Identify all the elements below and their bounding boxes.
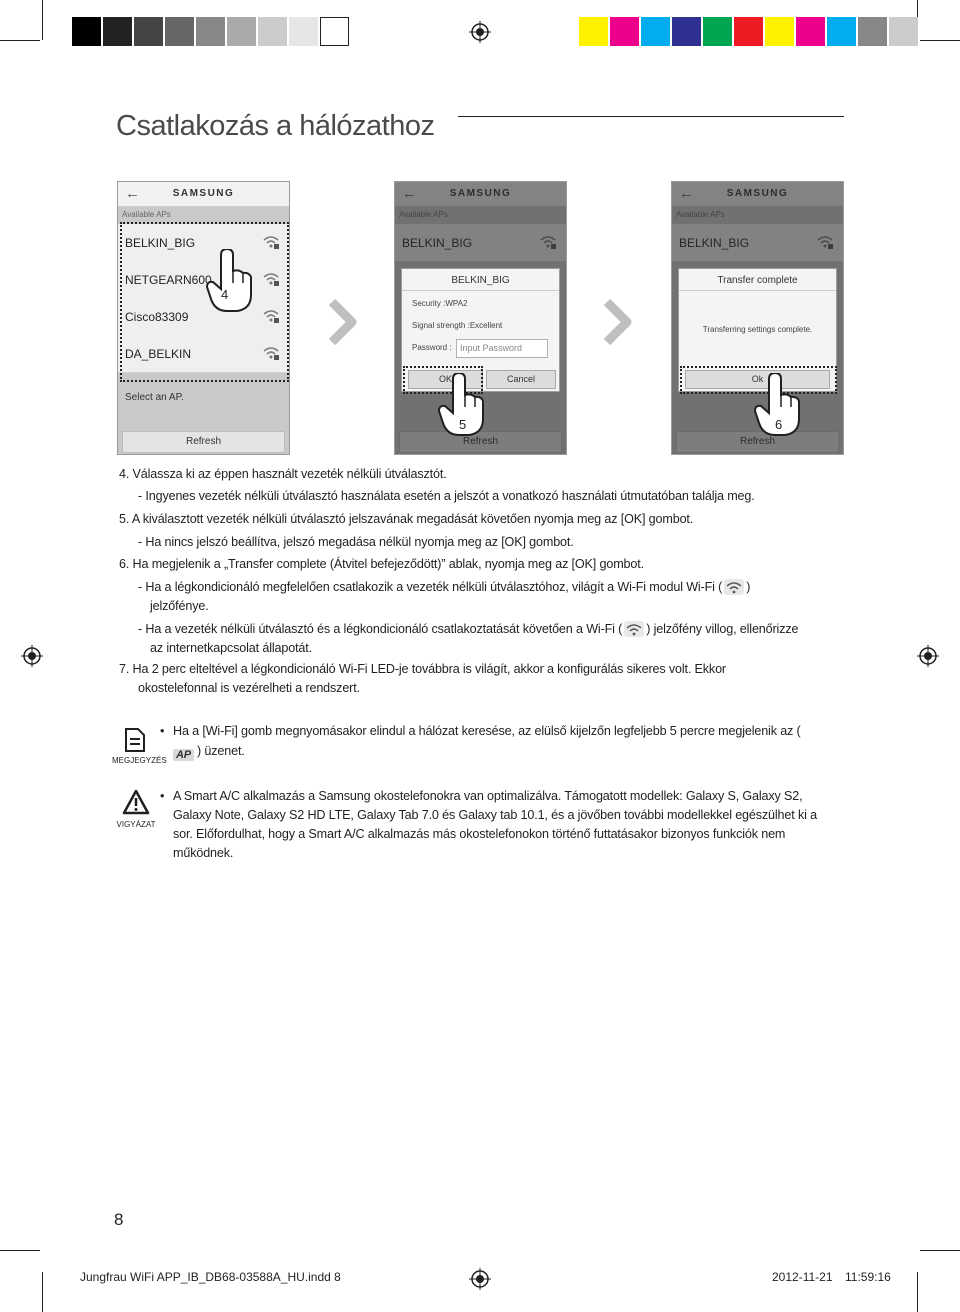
instruction-note bbox=[138, 579, 750, 595]
ap-name: BELKIN_BIG bbox=[125, 236, 196, 250]
caution-text: A Smart A/C alkalmazás a Samsung okostelefonokra van optimalizálva. Támogatott modellek: Galaxy S, Galaxy S2, bbox=[173, 789, 803, 803]
bullet: • bbox=[160, 789, 165, 803]
dialog-title: Transfer complete bbox=[717, 275, 798, 286]
hand-pointer-icon bbox=[205, 249, 255, 315]
page-number: 8 bbox=[114, 1210, 124, 1229]
color-swatch bbox=[703, 17, 732, 46]
note-label: MEGJEGYZÉS bbox=[112, 756, 167, 765]
color-swatch bbox=[889, 17, 918, 46]
available-aps-label: Available APs bbox=[122, 210, 171, 219]
instruction-note bbox=[138, 621, 798, 637]
color-swatch bbox=[796, 17, 825, 46]
ok-button[interactable]: Ok bbox=[685, 370, 830, 389]
color-swatch bbox=[579, 17, 608, 46]
color-swatch bbox=[103, 17, 132, 46]
crop-mark bbox=[42, 0, 43, 40]
instruction-text: - Ha a légkondicionáló megfelelően csatlakozik a vezeték nélküli útválasztóhoz, világít a Wi-Fi modul Wi-Fi ( bbox=[138, 580, 723, 594]
color-swatch bbox=[258, 17, 287, 46]
instruction-step-7-cont: okostelefonnal is vezérelheti a rendszert. bbox=[138, 681, 360, 695]
instruction-step-5: 5. A kiválasztott vezeték nélküli útválasztó jelszavának megadását követően nyomja meg az [OK] gombot. bbox=[119, 512, 694, 526]
transfer-message: Transferring settings complete. bbox=[702, 325, 813, 334]
dialog-title: BELKIN_BIG bbox=[451, 275, 510, 286]
chevron-right-icon bbox=[328, 298, 358, 346]
instruction-step-6: 6. Ha megjelenik a „Transfer complete (Átvitel befejeződött)” ablak, nyomja meg az [OK] gombot. bbox=[119, 557, 644, 571]
step-number: 4 bbox=[221, 287, 229, 302]
footer-time: 11:59:16 bbox=[845, 1270, 891, 1284]
select-ap-text: Select an AP. bbox=[125, 392, 184, 403]
instruction-note-cont: az internetkapcsolat állapotát. bbox=[150, 641, 312, 655]
caution-text: Galaxy Note, Galaxy S2 HD LTE, Galaxy Tab 7.0 és Galaxy tab 10.1, és a jövőben további modellekkel egészülhet ki a bbox=[173, 808, 817, 822]
note-text: Ha a [Wi-Fi] gomb megnyomásakor elindul a hálózat keresése, az elülső kijelzőn legfeljebb 5 percre megjelenik az ( bbox=[173, 724, 801, 738]
color-swatch bbox=[827, 17, 856, 46]
instruction-step-7: 7. Ha 2 perc elteltével a légkondicionáló Wi-Fi LED-je továbbra is világít, akkor a konfigurálás sikeres volt. Ekkor bbox=[119, 662, 726, 676]
cancel-button[interactable]: Cancel bbox=[486, 370, 556, 389]
step-number: 6 bbox=[775, 417, 783, 432]
footer-date: 2012-11-21 bbox=[772, 1270, 833, 1284]
dialog-divider bbox=[402, 290, 559, 291]
color-swatch bbox=[227, 17, 256, 46]
color-swatch bbox=[196, 17, 225, 46]
ap-name: NETGEARN600 bbox=[125, 273, 212, 287]
wifi-led-icon bbox=[724, 579, 744, 595]
warning-icon bbox=[122, 789, 150, 815]
ap-display-icon: AP bbox=[173, 749, 194, 761]
title-rule bbox=[458, 116, 844, 117]
instruction-text: - Ha a vezeték nélküli útválasztó és a légkondicionáló csatlakoztatását követően a Wi-Fi ( bbox=[138, 622, 623, 636]
app-header bbox=[118, 182, 289, 207]
crop-mark bbox=[920, 1250, 960, 1251]
signal-strength-text: Signal strength :Excellent bbox=[412, 321, 503, 330]
color-swatch bbox=[734, 17, 763, 46]
footer-filename: Jungfrau WiFi APP_IB_DB68-03588A_HU.indd 8 bbox=[80, 1270, 341, 1284]
registration-mark-icon bbox=[917, 645, 939, 667]
ap-name: DA_BELKIN bbox=[125, 347, 192, 361]
color-swatch bbox=[134, 17, 163, 46]
crop-mark bbox=[0, 1250, 40, 1251]
phone-screen-ap-list bbox=[117, 181, 290, 455]
password-label: Password : bbox=[412, 343, 452, 352]
note-text-end: ) üzenet. bbox=[196, 744, 245, 758]
color-swatch bbox=[672, 17, 701, 46]
back-arrow-icon[interactable]: ← bbox=[125, 185, 140, 202]
bullet: • bbox=[160, 724, 165, 738]
color-swatch bbox=[610, 17, 639, 46]
password-input[interactable]: Input Password bbox=[456, 339, 548, 358]
crop-mark bbox=[920, 40, 960, 41]
color-swatch bbox=[765, 17, 794, 46]
ok-button[interactable]: OK bbox=[408, 370, 483, 389]
registration-mark-icon bbox=[469, 21, 491, 43]
crop-mark bbox=[917, 1272, 918, 1312]
crop-mark bbox=[0, 40, 40, 41]
instruction-step-4: 4. Válassza ki az éppen használt vezeték nélküli útválasztót. bbox=[119, 467, 447, 481]
page-title: Csatlakozás a hálózathoz bbox=[116, 110, 435, 142]
instruction-note: - Ha nincs jelszó beállítva, jelszó megadása nélkül nyomja meg az [OK] gombot. bbox=[138, 535, 574, 549]
dialog-divider bbox=[679, 290, 836, 291]
step-number: 5 bbox=[459, 417, 467, 432]
wifi-led-icon bbox=[624, 621, 644, 637]
instruction-text: ) bbox=[746, 580, 751, 594]
instruction-text: ) jelzőfény villog, ellenőrizze bbox=[646, 622, 799, 636]
security-text: Security :WPA2 bbox=[412, 299, 468, 308]
color-swatch bbox=[289, 17, 318, 46]
crop-mark bbox=[42, 1272, 43, 1312]
color-swatch bbox=[320, 17, 349, 46]
ap-name: Cisco83309 bbox=[125, 310, 189, 324]
instruction-note: - Ingyenes vezeték nélküli útválasztó használata esetén a jelszót a vonatkozó használati útmutatóban találja meg. bbox=[138, 489, 755, 503]
caution-text: működnek. bbox=[173, 846, 234, 860]
color-swatch bbox=[165, 17, 194, 46]
refresh-button[interactable]: Refresh bbox=[122, 431, 285, 453]
color-swatch bbox=[641, 17, 670, 46]
note-text bbox=[173, 744, 245, 761]
note-icon bbox=[124, 727, 146, 753]
color-swatch bbox=[858, 17, 887, 46]
caution-text: sor. Előfordulhat, hogy a Smart A/C alkalmazás más okostelefonokon történő futtatásakor bizonyos funkciók nem bbox=[173, 827, 786, 841]
chevron-right-icon bbox=[603, 298, 633, 346]
caution-label: VIGYÁZAT bbox=[116, 820, 156, 829]
registration-mark-icon bbox=[21, 645, 43, 667]
instruction-note-cont: jelzőfénye. bbox=[150, 599, 209, 613]
registration-mark-icon bbox=[469, 1268, 491, 1290]
brand-logo: SAMSUNG bbox=[172, 188, 235, 199]
color-swatch bbox=[72, 17, 101, 46]
